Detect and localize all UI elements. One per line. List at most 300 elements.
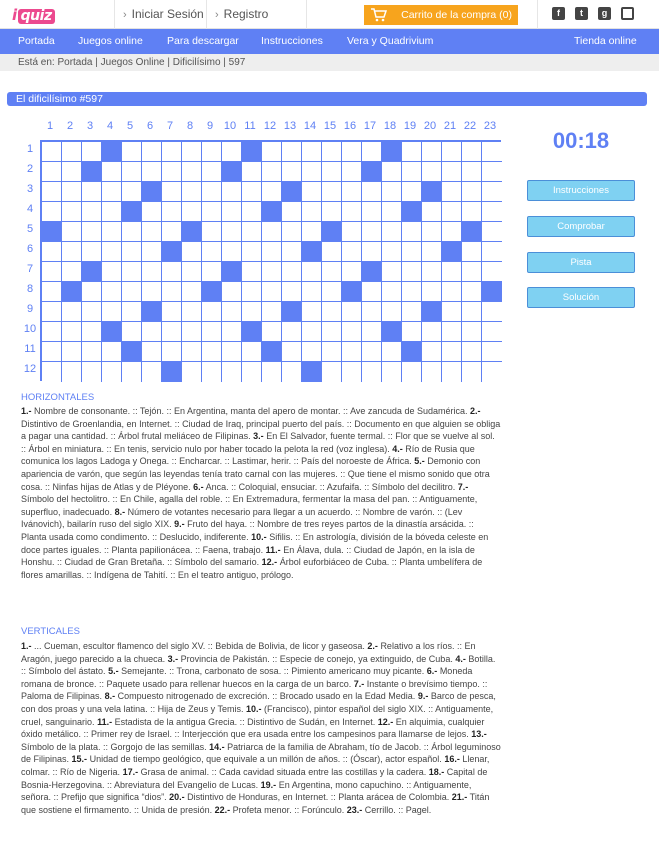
grid-cell[interactable]: [442, 162, 462, 182]
grid-cell[interactable]: [462, 202, 482, 222]
column-number: 13: [283, 120, 297, 132]
grid-cell[interactable]: [482, 322, 502, 342]
grid-cell[interactable]: [302, 282, 322, 302]
grid-cell[interactable]: [42, 202, 62, 222]
grid-cell[interactable]: [242, 342, 262, 362]
check-button[interactable]: Comprobar: [527, 216, 635, 237]
grid-cell[interactable]: [62, 242, 82, 262]
grid-cell[interactable]: [402, 222, 422, 242]
column-number: 9: [206, 120, 214, 132]
grid-cell[interactable]: [422, 142, 442, 162]
grid-cell[interactable]: [362, 222, 382, 242]
grid-cell[interactable]: [262, 182, 282, 202]
grid-cell[interactable]: [322, 202, 342, 222]
grid-cell[interactable]: [342, 182, 362, 202]
grid-cell[interactable]: [162, 182, 182, 202]
grid-cell[interactable]: [342, 342, 362, 362]
row-number: 3: [26, 183, 34, 195]
grid-cell[interactable]: [182, 142, 202, 162]
grid-cell[interactable]: [62, 162, 82, 182]
grid-cell[interactable]: [202, 182, 222, 202]
grid-cell[interactable]: [382, 242, 402, 262]
grid-cell[interactable]: [122, 182, 142, 202]
grid-cell[interactable]: [462, 282, 482, 302]
grid-cell[interactable]: [382, 222, 402, 242]
grid-cell[interactable]: [422, 162, 442, 182]
grid-cell[interactable]: [62, 322, 82, 342]
grid-cell[interactable]: [122, 302, 142, 322]
grid-cell[interactable]: [462, 342, 482, 362]
grid-cell[interactable]: [262, 142, 282, 162]
grid-cell[interactable]: [42, 162, 62, 182]
solution-button[interactable]: Solución: [527, 287, 635, 308]
grid-cell[interactable]: [222, 342, 242, 362]
grid-cell[interactable]: [442, 202, 462, 222]
grid-cell[interactable]: [282, 342, 302, 362]
grid-cell[interactable]: [142, 262, 162, 282]
grid-cell[interactable]: [62, 342, 82, 362]
grid-cell[interactable]: [362, 142, 382, 162]
grid-cell[interactable]: [322, 142, 342, 162]
grid-cell[interactable]: [62, 302, 82, 322]
grid-cell[interactable]: [62, 262, 82, 282]
grid-cell[interactable]: [162, 142, 182, 162]
grid-cell[interactable]: [282, 322, 302, 342]
grid-cell[interactable]: [242, 302, 262, 322]
grid-cell[interactable]: [62, 182, 82, 202]
grid-cell[interactable]: [102, 362, 122, 382]
grid-cell[interactable]: [422, 222, 442, 242]
grid-cell[interactable]: [302, 162, 322, 182]
grid-cell[interactable]: [402, 142, 422, 162]
grid-cell[interactable]: [482, 242, 502, 262]
clue-number: 15.-: [71, 754, 88, 765]
grid-cell[interactable]: [442, 142, 462, 162]
grid-cell[interactable]: [382, 262, 402, 282]
grid-cell[interactable]: [262, 302, 282, 322]
clue-text: Árbol euforbiáceo de Cuba. :: Planta umbelífera de flores amarillas. :: Indígena de Tahití. :: En el teatro antiguo, prólogo.: [21, 557, 483, 580]
grid-cell[interactable]: [302, 302, 322, 322]
grid-cell[interactable]: [402, 262, 422, 282]
grid-cell[interactable]: [82, 182, 102, 202]
grid-cell[interactable]: [142, 362, 162, 382]
grid-cell[interactable]: [182, 322, 202, 342]
clue-number: 9.-: [417, 691, 429, 702]
nav-portada[interactable]: Portada: [18, 35, 55, 47]
grid-cell[interactable]: [222, 302, 242, 322]
grid-cell[interactable]: [102, 202, 122, 222]
grid-cell[interactable]: [282, 162, 302, 182]
grid-cell[interactable]: [82, 342, 102, 362]
grid-cell[interactable]: [62, 222, 82, 242]
grid-cell[interactable]: [182, 342, 202, 362]
column-number: 5: [126, 120, 134, 132]
grid-cell[interactable]: [262, 322, 282, 342]
grid-cell[interactable]: [302, 182, 322, 202]
grid-cell[interactable]: [182, 282, 202, 302]
grid-cell[interactable]: [482, 202, 502, 222]
grid-cell[interactable]: [322, 282, 342, 302]
grid-cell[interactable]: [42, 342, 62, 362]
grid-cell[interactable]: [242, 222, 262, 242]
grid-cell[interactable]: [162, 302, 182, 322]
grid-cell[interactable]: [282, 282, 302, 302]
instagram-icon[interactable]: [621, 7, 634, 20]
grid-cell[interactable]: [442, 182, 462, 202]
grid-cell[interactable]: [482, 342, 502, 362]
clue-number: 8.-: [114, 506, 126, 517]
grid-cell[interactable]: [162, 202, 182, 222]
grid-cell[interactable]: [342, 262, 362, 282]
column-number: 11: [244, 120, 256, 132]
clue-text: Río de Rusia que comunica los lagos Ladoga y Onega. :: Encharcar. :: Lastimar, herir. :: País del noroeste de África.: [21, 443, 475, 467]
grid-cell[interactable]: [342, 202, 362, 222]
column-number: 4: [106, 120, 114, 132]
grid-cell[interactable]: [202, 242, 222, 262]
grid-cell[interactable]: [122, 162, 142, 182]
grid-cell[interactable]: [162, 282, 182, 302]
grid-cell[interactable]: [102, 162, 122, 182]
grid-cell[interactable]: [362, 242, 382, 262]
grid-cell[interactable]: [102, 282, 122, 302]
grid-cell[interactable]: [142, 322, 162, 342]
grid-cell[interactable]: [442, 282, 462, 302]
grid-cell[interactable]: [322, 322, 342, 342]
grid-cell[interactable]: [42, 322, 62, 342]
grid-cell[interactable]: [402, 162, 422, 182]
clue-text: Profeta menor. :: Forúnculo.: [232, 804, 345, 815]
login-link[interactable]: [114, 0, 206, 29]
grid-cell[interactable]: [482, 162, 502, 182]
grid-cell[interactable]: [42, 302, 62, 322]
grid-cell[interactable]: [222, 282, 242, 302]
clue-number: 20.-: [169, 792, 185, 803]
grid-cell[interactable]: [102, 262, 122, 282]
grid-cell[interactable]: [242, 362, 262, 382]
grid-cell[interactable]: [122, 242, 142, 262]
grid-cell[interactable]: [362, 362, 382, 382]
grid-cell[interactable]: [422, 262, 442, 282]
grid-cell[interactable]: [242, 242, 262, 262]
clue-number: 3.-: [253, 431, 264, 442]
grid-cell[interactable]: [142, 222, 162, 242]
grid-cell[interactable]: [162, 162, 182, 182]
grid-cell[interactable]: [182, 202, 202, 222]
nav-para-descargar[interactable]: Para descargar: [167, 35, 239, 47]
grid-cell[interactable]: [442, 362, 462, 382]
grid-cell[interactable]: [322, 182, 342, 202]
vertical-clues: [21, 640, 501, 816]
grid-cell[interactable]: [122, 362, 142, 382]
grid-cell[interactable]: [342, 362, 362, 382]
black-square: [142, 182, 162, 202]
grid-cell[interactable]: [442, 302, 462, 322]
clue-number: 6.-: [426, 666, 438, 677]
clue-number: 11.-: [265, 544, 281, 555]
grid-cell[interactable]: [142, 282, 162, 302]
black-square: [362, 262, 382, 282]
grid-cell[interactable]: [462, 182, 482, 202]
grid-cell[interactable]: [162, 322, 182, 342]
grid-cell[interactable]: [462, 142, 482, 162]
grid-cell[interactable]: [342, 242, 362, 262]
grid-cell[interactable]: [362, 322, 382, 342]
grid-cell[interactable]: [82, 242, 102, 262]
clue-number: 14.-: [209, 741, 225, 752]
grid-cell[interactable]: [202, 262, 222, 282]
grid-cell[interactable]: [322, 242, 342, 262]
grid-cell[interactable]: [462, 322, 482, 342]
grid-cell[interactable]: [382, 202, 402, 222]
divider: [306, 0, 307, 29]
grid-cell[interactable]: [462, 262, 482, 282]
grid-cell[interactable]: [282, 202, 302, 222]
grid-cell[interactable]: [42, 182, 62, 202]
clue-number: 1.-: [21, 641, 32, 651]
grid-cell[interactable]: [122, 322, 142, 342]
clue-text: ... Cueman, escultor flamenco del siglo XV. :: Bebida de Bolivia, de licor y gaseosa.: [34, 641, 365, 651]
grid-cell[interactable]: [282, 222, 302, 242]
grid-cell[interactable]: [202, 342, 222, 362]
black-square: [382, 322, 402, 342]
register-link[interactable]: [206, 0, 306, 29]
grid-cell[interactable]: [302, 322, 322, 342]
site-logo[interactable]: i quiz: [12, 6, 55, 24]
grid-cell[interactable]: [262, 222, 282, 242]
grid-cell[interactable]: [42, 242, 62, 262]
grid-cell[interactable]: [262, 362, 282, 382]
nav-instrucciones[interactable]: Instrucciones: [261, 35, 323, 47]
clue-text: En Álava, dula. :: Ciudad de Japón, en la isla de Honshu. :: Ciudad de Gran Bretaña. :: Símbolo del samario.: [21, 544, 475, 568]
crossword-grid[interactable]: [40, 140, 501, 381]
grid-cell[interactable]: [102, 302, 122, 322]
grid-cell[interactable]: [182, 182, 202, 202]
black-square: [242, 142, 262, 162]
black-square: [322, 222, 342, 242]
clue-text: Compuesto nitrogenado de excreción. :: Brocado usado en la Edad Media.: [117, 691, 416, 702]
grid-cell[interactable]: [442, 342, 462, 362]
grid-cell[interactable]: [322, 302, 342, 322]
grid-cell[interactable]: [322, 342, 342, 362]
clue-number: 6.-: [193, 481, 204, 492]
clue-text: Relativo a los ríos. :: En Aragón, juego parecido a la chueca.: [21, 641, 476, 664]
grid-cell[interactable]: [302, 222, 322, 242]
grid-cell[interactable]: [102, 222, 122, 242]
grid-cell[interactable]: [342, 222, 362, 242]
grid-cell[interactable]: [262, 282, 282, 302]
grid-cell[interactable]: [42, 282, 62, 302]
grid-cell[interactable]: [82, 222, 102, 242]
column-number: 21: [443, 120, 457, 132]
grid-cell[interactable]: [122, 282, 142, 302]
grid-cell[interactable]: [142, 202, 162, 222]
grid-cell[interactable]: [402, 182, 422, 202]
grid-cell[interactable]: [482, 302, 502, 322]
grid-cell[interactable]: [62, 362, 82, 382]
grid-cell[interactable]: [402, 362, 422, 382]
nav-vera-quadrivium[interactable]: Vera y Quadrivium: [347, 35, 434, 47]
grid-cell[interactable]: [182, 302, 202, 322]
hint-button[interactable]: Pista: [527, 252, 635, 273]
google-plus-icon[interactable]: g: [598, 7, 611, 20]
facebook-icon[interactable]: f: [552, 7, 565, 20]
grid-cell[interactable]: [482, 142, 502, 162]
grid-cell[interactable]: [462, 302, 482, 322]
grid-cell[interactable]: [202, 142, 222, 162]
grid-cell[interactable]: [482, 182, 502, 202]
black-square: [422, 182, 442, 202]
grid-cell[interactable]: [82, 362, 102, 382]
black-square: [302, 362, 322, 382]
grid-cell[interactable]: [202, 222, 222, 242]
grid-cell[interactable]: [402, 282, 422, 302]
grid-cell[interactable]: [382, 362, 402, 382]
grid-cell[interactable]: [242, 182, 262, 202]
grid-cell[interactable]: [302, 262, 322, 282]
grid-cell[interactable]: [362, 342, 382, 362]
grid-cell[interactable]: [102, 242, 122, 262]
grid-cell[interactable]: [242, 202, 262, 222]
grid-cell[interactable]: [422, 362, 442, 382]
grid-cell[interactable]: [462, 162, 482, 182]
grid-cell[interactable]: [142, 162, 162, 182]
column-number: 1: [46, 120, 54, 132]
clue-text: Moneda romana de bronce. :: Paquete usado para rellenar huecos en la carga de un barco.: [21, 666, 473, 689]
grid-cell[interactable]: [202, 162, 222, 182]
grid-cell[interactable]: [182, 262, 202, 282]
grid-cell[interactable]: [362, 302, 382, 322]
grid-cell[interactable]: [482, 222, 502, 242]
grid-cell[interactable]: [262, 242, 282, 262]
black-square: [222, 262, 242, 282]
grid-cell[interactable]: [242, 262, 262, 282]
grid-cell[interactable]: [382, 342, 402, 362]
clue-number: 10.-: [245, 703, 262, 714]
grid-cell[interactable]: [102, 182, 122, 202]
grid-cell[interactable]: [422, 322, 442, 342]
grid-cell[interactable]: [302, 202, 322, 222]
clue-number: 21.-: [451, 792, 468, 803]
grid-cell[interactable]: [222, 202, 242, 222]
grid-cell[interactable]: [182, 362, 202, 382]
grid-cell[interactable]: [442, 262, 462, 282]
grid-cell[interactable]: [82, 302, 102, 322]
column-number: 23: [483, 120, 497, 132]
grid-cell[interactable]: [262, 262, 282, 282]
grid-cell[interactable]: [42, 362, 62, 382]
grid-cell[interactable]: [242, 282, 262, 302]
grid-cell[interactable]: [462, 242, 482, 262]
grid-cell[interactable]: [342, 162, 362, 182]
grid-cell[interactable]: [122, 142, 142, 162]
grid-cell[interactable]: [282, 242, 302, 262]
grid-cell[interactable]: [342, 142, 362, 162]
grid-cell[interactable]: [222, 322, 242, 342]
grid-cell[interactable]: [382, 282, 402, 302]
grid-cell[interactable]: [42, 262, 62, 282]
grid-cell[interactable]: [482, 262, 502, 282]
grid-cell[interactable]: [82, 282, 102, 302]
grid-cell[interactable]: [422, 202, 442, 222]
grid-cell[interactable]: [82, 322, 102, 342]
nav-juegos-online[interactable]: Juegos online: [78, 35, 143, 47]
column-number: 20: [423, 120, 437, 132]
grid-cell[interactable]: [342, 302, 362, 322]
grid-cell[interactable]: [422, 282, 442, 302]
grid-cell[interactable]: [202, 202, 222, 222]
grid-cell[interactable]: [142, 242, 162, 262]
grid-cell[interactable]: [482, 362, 502, 382]
grid-cell[interactable]: [302, 142, 322, 162]
grid-cell[interactable]: [222, 182, 242, 202]
grid-cell[interactable]: [422, 342, 442, 362]
grid-cell[interactable]: [162, 262, 182, 282]
grid-cell[interactable]: [342, 322, 362, 342]
grid-cell[interactable]: [362, 182, 382, 202]
grid-cell[interactable]: [122, 262, 142, 282]
grid-cell[interactable]: [162, 222, 182, 242]
grid-cell[interactable]: [82, 202, 102, 222]
twitter-icon[interactable]: t: [575, 7, 588, 20]
grid-cell[interactable]: [222, 362, 242, 382]
grid-cell[interactable]: [222, 242, 242, 262]
grid-cell[interactable]: [282, 362, 302, 382]
grid-cell[interactable]: [182, 162, 202, 182]
grid-cell[interactable]: [442, 222, 462, 242]
grid-cell[interactable]: [202, 302, 222, 322]
black-square: [162, 362, 182, 382]
grid-cell[interactable]: [162, 342, 182, 362]
grid-cell[interactable]: [222, 142, 242, 162]
grid-cell[interactable]: [242, 162, 262, 182]
instructions-button[interactable]: Instrucciones: [527, 180, 635, 201]
grid-cell[interactable]: [82, 142, 102, 162]
grid-cell[interactable]: [402, 322, 422, 342]
grid-cell[interactable]: [62, 142, 82, 162]
grid-cell[interactable]: [42, 142, 62, 162]
grid-cell[interactable]: [322, 262, 342, 282]
grid-cell[interactable]: [442, 322, 462, 342]
grid-cell[interactable]: [362, 202, 382, 222]
grid-cell[interactable]: [102, 342, 122, 362]
grid-cell[interactable]: [122, 222, 142, 242]
grid-cell[interactable]: [222, 222, 242, 242]
grid-cell[interactable]: [282, 262, 302, 282]
grid-cell[interactable]: [302, 342, 322, 362]
grid-cell[interactable]: [402, 242, 422, 262]
grid-cell[interactable]: [182, 242, 202, 262]
grid-cell[interactable]: [62, 202, 82, 222]
grid-cell[interactable]: [202, 362, 222, 382]
grid-cell[interactable]: [362, 282, 382, 302]
grid-cell[interactable]: [322, 162, 342, 182]
grid-cell[interactable]: [462, 362, 482, 382]
grid-cell[interactable]: [422, 242, 442, 262]
grid-cell[interactable]: [142, 142, 162, 162]
grid-cell[interactable]: [382, 302, 402, 322]
grid-cell[interactable]: [382, 182, 402, 202]
grid-cell[interactable]: [202, 322, 222, 342]
grid-cell[interactable]: [282, 142, 302, 162]
grid-cell[interactable]: [142, 342, 162, 362]
nav-tienda-online[interactable]: Tienda online: [574, 35, 637, 47]
cart-button[interactable]: [364, 5, 518, 25]
grid-cell[interactable]: [382, 162, 402, 182]
grid-cell[interactable]: [262, 162, 282, 182]
grid-cell[interactable]: [402, 302, 422, 322]
grid-cell[interactable]: [322, 362, 342, 382]
column-number: 19: [403, 120, 417, 132]
